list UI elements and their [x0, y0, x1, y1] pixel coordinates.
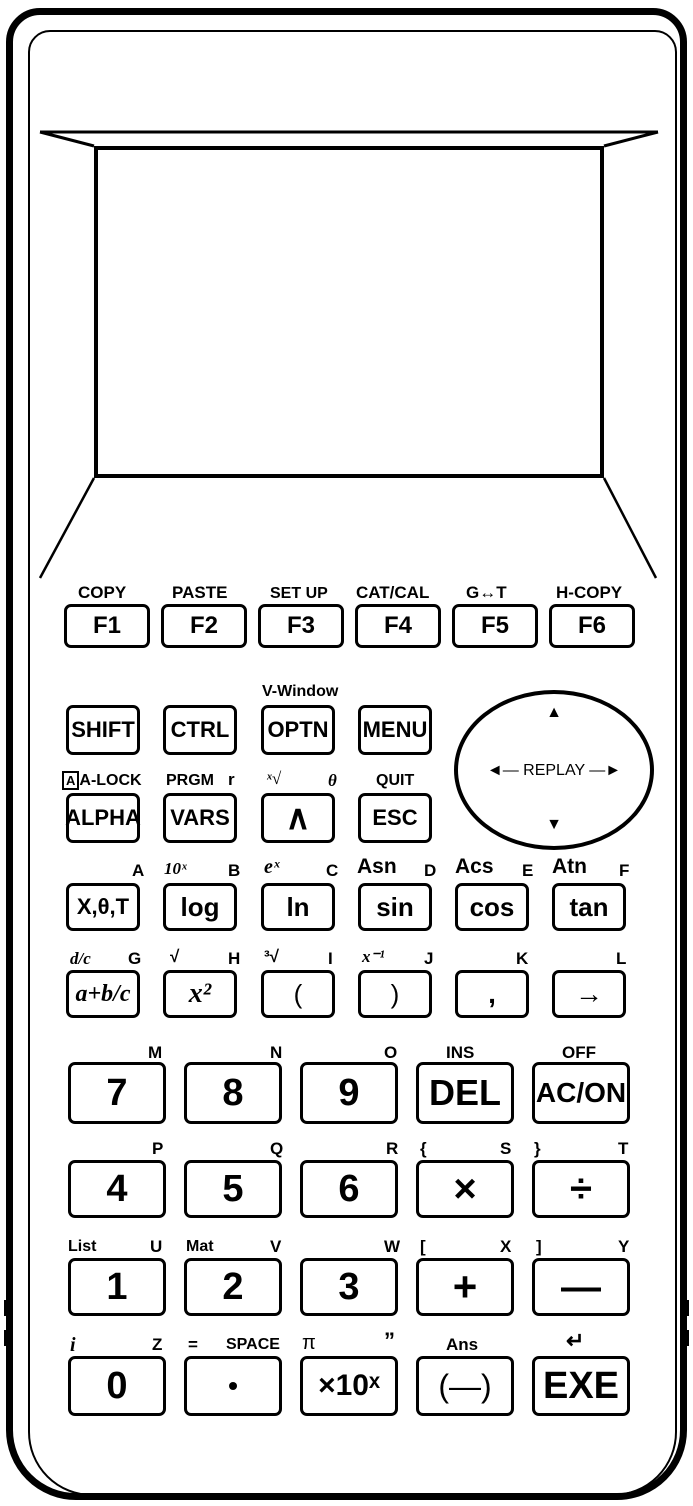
- paste-label: PASTE: [172, 583, 228, 602]
- alpha-I-label: I: [328, 949, 333, 968]
- alock-label: A A-LOCK: [62, 772, 142, 790]
- f5-key[interactable]: F5: [452, 604, 538, 648]
- divide-key[interactable]: ÷: [532, 1160, 630, 1218]
- lbrace-label: {: [420, 1139, 427, 1158]
- alpha-D-label: D: [424, 861, 437, 880]
- alpha-K-label: K: [516, 949, 529, 968]
- gt-label: G↔T: [466, 583, 507, 602]
- alpha-J-label: J: [424, 949, 434, 968]
- ins-label: INS: [446, 1043, 475, 1062]
- xroot-label: ˣ√: [266, 769, 282, 788]
- left-paren-key[interactable]: (: [261, 970, 335, 1018]
- return-icon: ↵: [566, 1328, 585, 1353]
- alpha-T-label: T: [618, 1139, 629, 1158]
- replay-dpad[interactable]: [454, 690, 654, 850]
- key-0[interactable]: 0: [68, 1356, 166, 1416]
- negative-key[interactable]: (—): [416, 1356, 514, 1416]
- key-3[interactable]: 3: [300, 1258, 398, 1316]
- key-4[interactable]: 4: [68, 1160, 166, 1218]
- alpha-key[interactable]: ALPHA: [66, 793, 140, 843]
- alpha-N-label: N: [270, 1043, 283, 1062]
- ex-label: eˣ: [264, 856, 280, 878]
- key-2[interactable]: 2: [184, 1258, 282, 1316]
- ctrl-key[interactable]: CTRL: [163, 705, 237, 755]
- ac-on-key[interactable]: AC/ON: [532, 1062, 630, 1124]
- atn-label: Atn: [552, 855, 587, 878]
- r-alpha-label: r: [228, 770, 235, 789]
- f6-key[interactable]: F6: [549, 604, 635, 648]
- key-1[interactable]: 1: [68, 1258, 166, 1316]
- rbracket-label: ]: [536, 1237, 542, 1256]
- ln-key[interactable]: ln: [261, 883, 335, 931]
- esc-key[interactable]: ESC: [358, 793, 432, 843]
- alpha-box-icon: A: [62, 771, 79, 790]
- arrow-key[interactable]: →: [552, 970, 626, 1018]
- right-arrow-icon[interactable]: —►: [589, 762, 622, 779]
- del-key[interactable]: DEL: [416, 1062, 514, 1124]
- space-label: SPACE: [226, 1336, 280, 1353]
- catcal-label: CAT/CAL: [356, 583, 430, 602]
- alpha-Q-label: Q: [270, 1139, 284, 1158]
- side-notch: [4, 1330, 10, 1346]
- alpha-P-label: P: [152, 1139, 164, 1158]
- list-label: List: [68, 1238, 97, 1255]
- vars-key[interactable]: VARS: [163, 793, 237, 843]
- key-7[interactable]: 7: [68, 1062, 166, 1124]
- alpha-F-label: F: [619, 861, 630, 880]
- f1-key[interactable]: F1: [64, 604, 150, 648]
- inverse-label: x⁻¹: [362, 947, 385, 966]
- xthetat-key[interactable]: X,θ,T: [66, 883, 140, 931]
- f3-key[interactable]: F3: [258, 604, 344, 648]
- pi-label: π: [302, 1332, 316, 1354]
- alpha-W-label: W: [384, 1237, 401, 1256]
- down-arrow-icon[interactable]: ▼: [546, 816, 562, 833]
- alpha-M-label: M: [148, 1043, 163, 1062]
- alpha-Z-label: Z: [152, 1335, 163, 1354]
- quit-label: QUIT: [376, 772, 415, 789]
- copy-label: COPY: [78, 583, 127, 602]
- replay-label: REPLAY: [523, 762, 585, 779]
- shift-key[interactable]: SHIFT: [66, 705, 140, 755]
- cuberoot-label: ³√: [264, 947, 279, 966]
- decimal-key[interactable]: •: [184, 1356, 282, 1416]
- plus-key[interactable]: +: [416, 1258, 514, 1316]
- equals-label: =: [188, 1335, 198, 1354]
- lcd-screen: [94, 146, 604, 478]
- mat-label: Mat: [186, 1238, 214, 1255]
- square-key[interactable]: x²: [163, 970, 237, 1018]
- exp-key[interactable]: ×10ˣ: [300, 1356, 398, 1416]
- hcopy-label: H-COPY: [556, 583, 623, 602]
- cos-key[interactable]: cos: [455, 883, 529, 931]
- side-notch: [4, 1300, 10, 1316]
- tan-key[interactable]: tan: [552, 883, 626, 931]
- key-5[interactable]: 5: [184, 1160, 282, 1218]
- setup-label: SET UP: [270, 585, 328, 602]
- f4-key[interactable]: F4: [355, 604, 441, 648]
- alpha-H-label: H: [228, 949, 241, 968]
- multiply-key[interactable]: ×: [416, 1160, 514, 1218]
- alpha-E-label: E: [522, 861, 534, 880]
- menu-key[interactable]: MENU: [358, 705, 432, 755]
- left-arrow-icon[interactable]: ◄—: [486, 762, 519, 779]
- optn-key[interactable]: OPTN: [261, 705, 335, 755]
- log-key[interactable]: log: [163, 883, 237, 931]
- alpha-V-label: V: [270, 1237, 282, 1256]
- asn-label: Asn: [357, 855, 397, 878]
- alpha-G-label: G: [128, 949, 142, 968]
- exe-key[interactable]: EXE: [532, 1356, 630, 1416]
- sqrt-label: √: [170, 947, 180, 966]
- key-6[interactable]: 6: [300, 1160, 398, 1218]
- prgm-label: PRGM: [166, 772, 214, 789]
- alpha-S-label: S: [500, 1139, 512, 1158]
- dc-label: d/c: [70, 949, 91, 968]
- acs-label: Acs: [455, 855, 494, 878]
- rbrace-label: }: [534, 1139, 541, 1158]
- imaginary-label: i: [70, 1334, 76, 1356]
- f2-key[interactable]: F2: [161, 604, 247, 648]
- quote-label: ”: [384, 1328, 395, 1353]
- right-paren-key[interactable]: ): [358, 970, 432, 1018]
- alpha-X-label: X: [500, 1237, 512, 1256]
- tenx-label: 10ˣ: [164, 859, 187, 878]
- alpha-R-label: R: [386, 1139, 399, 1158]
- key-8[interactable]: 8: [184, 1062, 282, 1124]
- side-notch: [683, 1300, 689, 1316]
- power-key[interactable]: ∧: [261, 793, 335, 843]
- alpha-A-label: A: [132, 861, 145, 880]
- minus-key[interactable]: —: [532, 1258, 630, 1316]
- alpha-O-label: O: [384, 1043, 398, 1062]
- alpha-C-label: C: [326, 861, 339, 880]
- alpha-Y-label: Y: [618, 1237, 630, 1256]
- off-label: OFF: [562, 1043, 596, 1062]
- alpha-L-label: L: [616, 949, 627, 968]
- sin-key[interactable]: sin: [358, 883, 432, 931]
- up-arrow-icon[interactable]: ▲: [546, 704, 562, 721]
- side-notch: [683, 1330, 689, 1346]
- comma-key[interactable]: ,: [455, 970, 529, 1018]
- theta-alpha-label: θ: [328, 771, 337, 790]
- alpha-U-label: U: [150, 1237, 163, 1256]
- lbracket-label: [: [420, 1237, 426, 1256]
- key-9[interactable]: 9: [300, 1062, 398, 1124]
- fraction-key[interactable]: a+b/c: [66, 970, 140, 1018]
- ans-label: Ans: [446, 1335, 479, 1354]
- vwindow-label: V-Window: [262, 683, 339, 700]
- alpha-B-label: B: [228, 861, 241, 880]
